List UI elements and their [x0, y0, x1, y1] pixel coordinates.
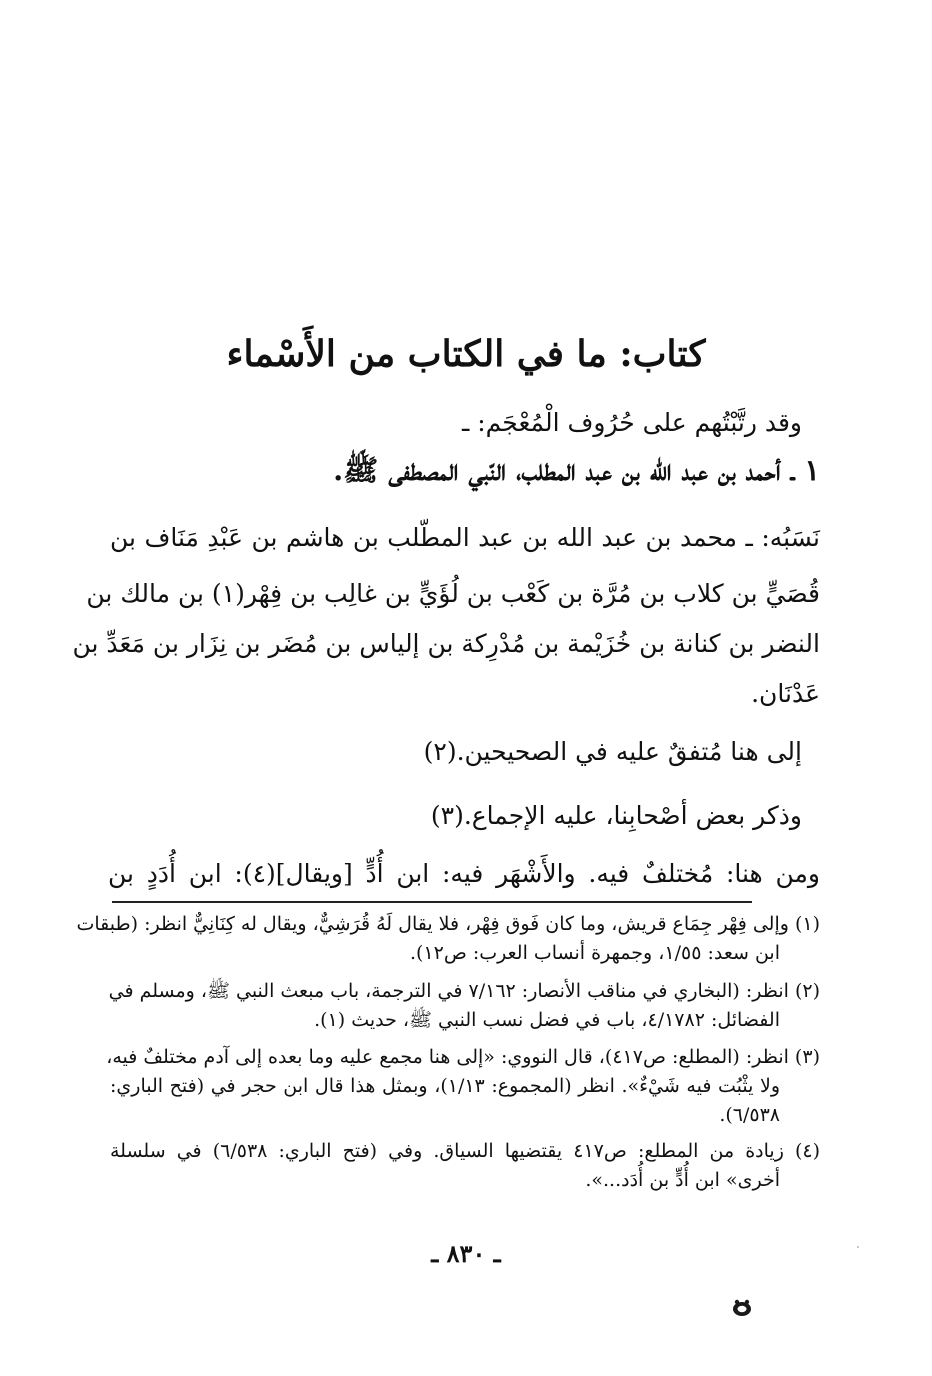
- footnote-2: [110, 977, 820, 1035]
- scan-speck: [857, 1246, 859, 1248]
- lineage-line: عَدْنَان.: [751, 679, 820, 708]
- footnote-4: [110, 1137, 820, 1195]
- footnote-line: أخرى» ابن أُدٍّ بن أُدَد...».: [585, 1169, 780, 1191]
- footnote-3: [106, 1043, 820, 1130]
- footnote-divider: [112, 901, 752, 903]
- footnote-line: (١) وإلى فِهْر جِمَاع قريش، وما كان فَوق فِهْر، فلا يقال لَهُ قُرَشِيٌّ، ويقال له كِنَانِيٌّ انظر: (طبقات: [76, 913, 820, 935]
- lineage-line: نَسَبُه: ـ محمد بن عبد الله بن عبد المطّلب بن هاشم بن عَبْدِ مَنَاف بن: [110, 523, 820, 552]
- lineage-line: النضر بن كنانة بن خُزَيْمة بن مُدْرِكة بن إلياس بن مُضَر بن نِزَار بن مَعَدِّ بن: [72, 629, 820, 658]
- entry-heading: ١ ـ أحمد بن عبد اللّه بن عبد المطلب، النّبي المصطفى ﷺ.: [333, 453, 820, 487]
- footnote-line: ٦/٥٣٨).: [719, 1104, 780, 1126]
- agreed-line: إلى هنا مُتفقٌ عليه في الصحيحين.(٢): [423, 737, 802, 766]
- footnote-1: [76, 910, 820, 968]
- consensus-line: وذكر بعض أصْحابِنا، عليه الإجماع.(٣): [430, 801, 802, 830]
- footnote-line: (٢) انظر: (البخاري في مناقب الأنصار: ٧/١٦٢ في الترجمة، باب مبعث النبي ﷺ، ومسلم في: [108, 980, 820, 1002]
- page-number: ـ ٨٣٠ ـ: [431, 1239, 501, 1268]
- footnote-line: (٣) انظر: (المطلع: ص٤١٧)، قال النووي: «إلى هنا مجمع عليه وما بعده إلى آدم مختلفٌ فيه،: [106, 1046, 820, 1068]
- footnote-line: (٤) زيادة من المطلع: ص٤١٧ يقتضيها السياق. وفي (فتح الباري: ٦/٥٣٨) في سلسلة: [110, 1140, 821, 1162]
- chapter-subtitle: وقد رتَّبْتُهم على حُرُوف الْمُعْجَم: ـ: [461, 408, 802, 437]
- disputed-line: ومن هنا: مُختلفٌ فيه. والأَشْهَر فيه: ابن أُدٍّ [ويقال](٤): ابن أُدَدٍ بن: [108, 859, 820, 888]
- ornament-icon: [731, 1297, 753, 1319]
- lineage-line: قُصَيٍّ بن كلاب بن مُرَّة بن كَعْب بن لُؤَيٍّ بن غالِب بن فِهْر(١) بن مالك بن: [86, 579, 820, 608]
- chapter-title: كتاب: ما في الكتاب من الأَسْماء: [226, 333, 706, 375]
- footnote-line: الفضائل: ٤/١٧٨٢، باب في فضل نسب النبي ﷺ، حديث (١).: [314, 1009, 780, 1031]
- footnote-line: ولا يثْبُت فيه شَيْءٌ». انظر (المجموع: ١/١٣)، وبمثل هذا قال ابن حجر في (فتح الباري:: [110, 1075, 780, 1097]
- footnote-line: ابن سعد: ١/٥٥، وجمهرة أنساب العرب: ص١٢).: [409, 942, 780, 964]
